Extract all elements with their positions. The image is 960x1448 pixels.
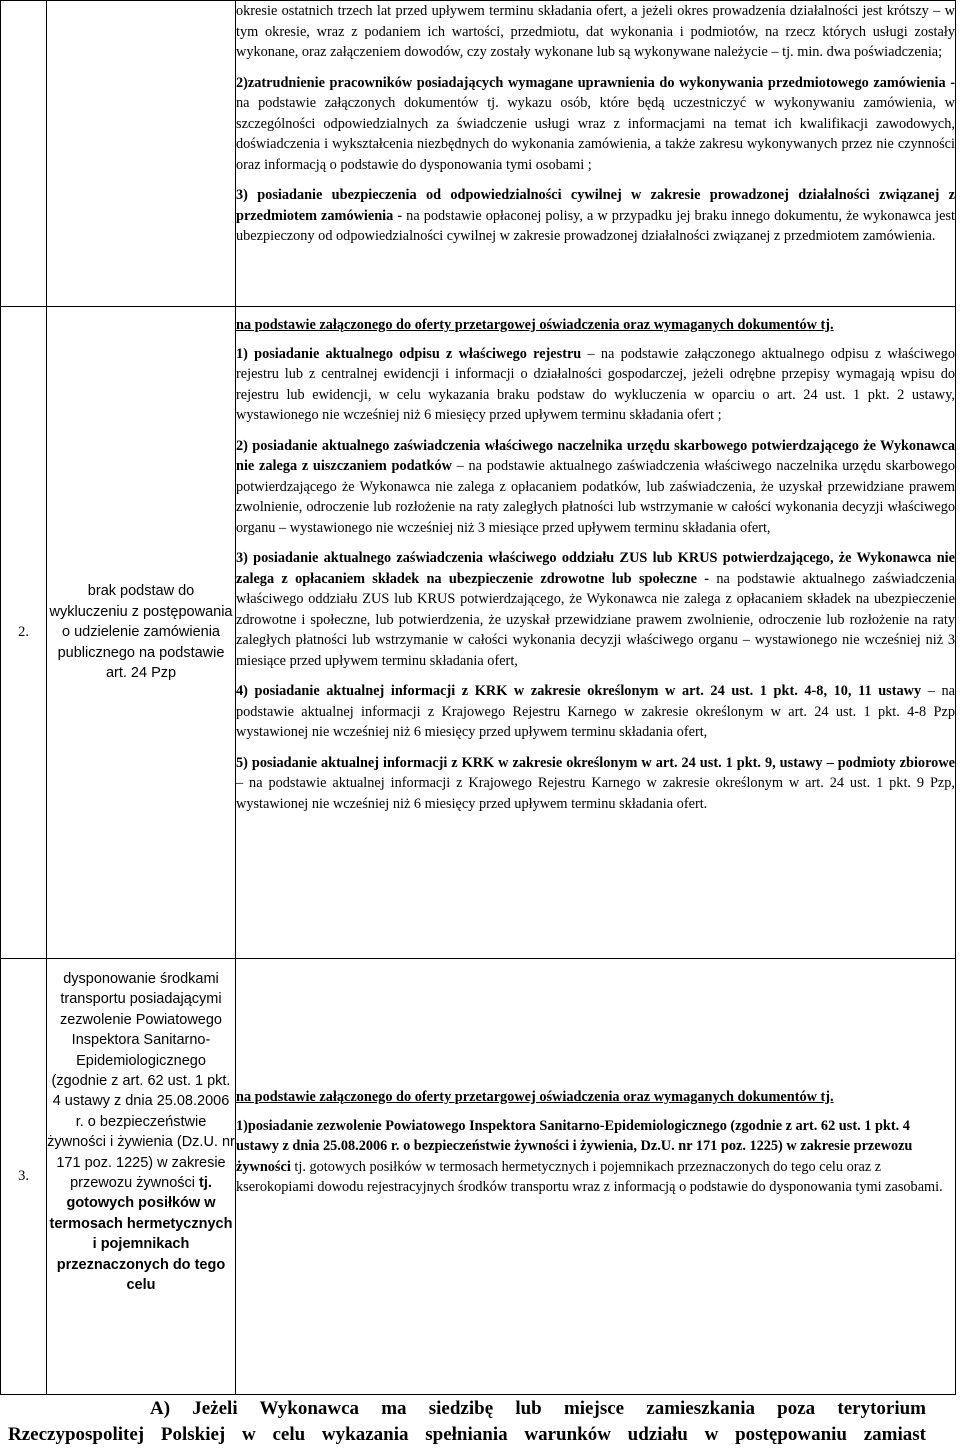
condition-cell (47, 307, 236, 959)
paragraph (236, 185, 955, 247)
condition-cell (47, 959, 236, 1395)
bold-text: 3) posiadanie aktualnego zaświadczenia właściwego oddziału ZUS lub KRUS potwierdzającego, że Wykonawca nie zalega z opłacaniem składek na ubezpieczenie zdrowotne lub społeczne - (236, 550, 955, 587)
paragraph (236, 73, 955, 176)
paragraph (236, 436, 955, 539)
condition-text: dysponowanie środkami transportu posiadającymi zezwolenie Powiatowego Inspektora Sanitarno-Epidemiologicznego (zgodnie z art. 62 ust. 1 pkt. 4 ustawy z dnia 25.08.2006 r. o bezpieczeństwie żywności i żywienia (Dz.U. nr 171 poz. 1225) w zakresie przewozu żywności (47, 971, 235, 1192)
paragraph (236, 753, 955, 815)
table-row (1, 307, 956, 959)
paragraph: okresie ostatnich trzech lat przed upływem terminu składania ofert, a jeżeli okres prowadzenia działalności jest krótszy – w tym okresie, wraz z podaniem ich wartości, przedmiotu, dat wykonania i podmiotów, na rzecz których usługi zostały wykonane, oraz załączeniem dowodów, czy zostały wykonane lub są wykonywane należycie – tj. min. dwa poświadczenia; (236, 3, 955, 60)
plain-text: – na podstawie aktualnej informacji z Krajowego Rejestru Karnego w zakresie określonym w art. 24 ust. 1 pkt. 9 Pzp, wystawionej nie wcześniej niż 6 miesięcy przed upływem terminu składania ofert. (236, 775, 955, 812)
description-cell (236, 307, 956, 959)
bold-text: 2)zatrudnienie pracowników posiadających wymagane uprawnienia do wykonywania przedmiotowego zamówienia - (236, 74, 955, 91)
paragraph (236, 344, 955, 426)
bold-text: 1)posiadanie zezwolenie Powiatowego Inspektora Sanitarno-Epidemiologicznego (zgodnie z art. 62 ust. 1 pkt. 4 ustawy z dnia 25.08.2006 r. o bezpieczeństwie żywności i żywienia, Dz.U. nr 171 poz. 1225) w zakresie przewozu żywności (236, 1117, 913, 1175)
plain-text: na podstawie aktualnego zaświadczenia właściwego oddziału ZUS lub KRUS potwierdzającego, że Wykonawca nie zalega z opłacaniem składek na ubezpieczenie zdrowotne i społeczne, lub potwierdzenia, że uzyskał przewidziane prawem zwolnienie, odroczenie lub rozłożenie na raty zaległych płatności lub wstrzymanie w całości wykonania decyzji właściwego organu – wystawionego nie wcześniej niż 3 miesiące przed upływem terminu składania ofert, (236, 570, 955, 669)
bold-text: 1) posiadanie aktualnego odpisu z właściwego rejestru (236, 345, 582, 362)
bold-text: 2) posiadanie aktualnego zaświadczenia właściwego naczelnika urzędu skarbowego potwierdzającego że Wykonawca nie zalega z uiszczaniem podatków (236, 437, 955, 474)
row-number-cell: 2. (1, 307, 47, 959)
table-row (1, 959, 956, 1395)
footer-text (0, 1396, 960, 1448)
description-cell (236, 959, 956, 1395)
plain-text: – na podstawie aktualnego zaświadczenia właściwego naczelnika urzędu skarbowego potwierdzającego że Wykonawca nie zalega z opłacaniem podatków, lub zaświadczenia, że uzyskał przewidziane prawem zwolnienie, odroczenie lub rozłożenie na raty zaległych płatności lub wstrzymanie w całości wykonania decyzji właściwego organu – wystawionego nie wcześniej niż 3 miesiące przed upływem terminu składania ofert, (236, 458, 955, 536)
table-row (1, 1, 956, 307)
plain-text: na podstawie załączonych dokumentów tj. wykazu osób, które będą uczestniczyć w wykonywaniu zamówienia, w szczególności odpowiedzialnych za świadczenie usługi wraz z informacjami na temat ich kwalifikacji zawodowych, doświadczenia i wykształcenia niezbędnych do wykonania zamówienia, a także zakresu wykonywanych przez nie czynności oraz informacją o podstawie do dysponowania tymi osobami ; (236, 95, 955, 173)
paragraph (236, 681, 955, 743)
row-number-cell: 3. (1, 959, 47, 1395)
plain-text: – na podstawie aktualnej informacji z Krajowego Rejestru Karnego w zakresie określonym w art. 24 ust. 1 pkt. 4-8 Pzp wystawionej nie wcześniej niż 6 miesięcy przed upływem terminu składania ofert, (236, 683, 955, 740)
bold-text: 5) posiadanie aktualnej informacji z KRK w zakresie określonym w art. 24 ust. 1 pkt. 9, ustawy – podmioty zbiorowe (236, 754, 955, 771)
condition-cell (47, 1, 236, 307)
footer-line: A) Jeżeli Wykonawca ma siedzibę lub miejsce zamieszkania poza terytorium (150, 1398, 926, 1419)
plain-text: tj. gotowych posiłków w termosach hermetycznych i pojemnikach przeznaczonych do tego celu oraz z kserokopiami dowodu rejestracyjnych środków transportu wraz z informacją o podstawie do dysponowania tymi zasobami. (236, 1158, 943, 1195)
condition-text: brak podstaw do wykluczeniu z postępowania o udzielenie zamówienia publicznego na podstawie art. 24 Pzp (49, 583, 233, 682)
paragraph (236, 548, 955, 671)
row-number-cell (1, 1, 47, 307)
description-cell (236, 1, 956, 307)
footer-line: Rzeczypospolitej Polskiej w celu wykazania spełniania warunków udziału w postępowaniu zamiast (8, 1424, 926, 1445)
plain-text: na podstawie opłaconej polisy, a w przypadku jej braku innego dokumentu, że wykonawca jest ubezpieczony od odpowiedzialności cywilnej w zakresie prowadzonej działalności związanej z przedmiotem zamówienia. (236, 207, 955, 244)
plain-text: – na podstawie załączonego aktualnego odpisu z właściwego rejestru lub z centralnej ewidencji i informacji o działalności gospodarczej, jeżeli odrębne przepisy wymagają wpisu do rejestru lub ewidencji, w celu wykazania braku podstaw do wykluczenia w oparciu o art. 24 ust. 1 pkt. 2 ustawy, wystawionego nie wcześniej niż 6 miesięcy przed upływem terminu składania ofert ; (236, 345, 955, 423)
bold-text: 4) posiadanie aktualnej informacji z KRK w zakresie określonym w art. 24 ust. 1 pkt. 4-8, 10, 11 ustawy (236, 683, 922, 699)
paragraph (236, 1116, 955, 1198)
section-intro: na podstawie załączonego do oferty przetargowej oświadczenia oraz wymaganych dokumentów tj. (236, 317, 834, 333)
section-intro: na podstawie załączonego do oferty przetargowej oświadczenia oraz wymaganych dokumentów tj. (236, 1089, 834, 1105)
bold-text: 3) posiadanie ubezpieczenia od odpowiedzialności cywilnej w zakresie prowadzonej działalności związanej z przedmiotem zamówienia - (236, 187, 955, 224)
condition-bold-text: tj. gotowych posiłków w termosach hermetycznych i pojemnikach przeznaczonych do tego celu (49, 1175, 233, 1294)
